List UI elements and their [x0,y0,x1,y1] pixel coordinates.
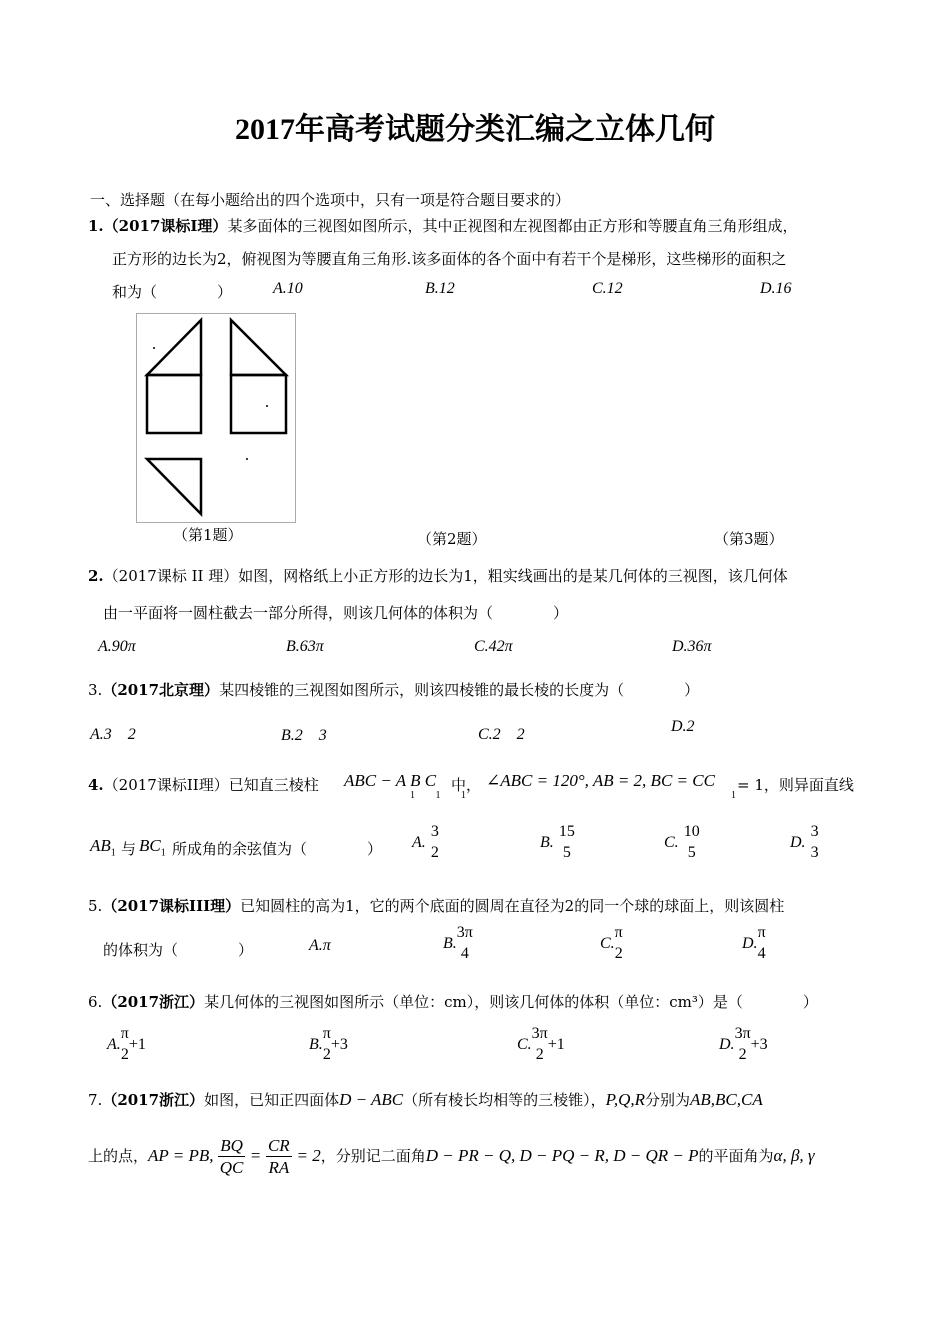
q6-option-a [107,1024,146,1065]
q4-with: 与 [121,840,137,858]
q4-condition: ∠ABC = 120°, AB = 2, BC = CC [486,771,715,790]
q1-option-a: A.10 [273,280,303,297]
numerator: 3π [531,1025,548,1042]
q6-option-c-label: C. [517,1036,532,1053]
q7-ap-pb: AP = PB, [148,1145,214,1165]
q2-option-b: B.63π [286,638,324,655]
q7-text-2b: ，分别记二面角 [320,1146,426,1165]
q7-edges: AB,BC,CA [690,1090,763,1109]
numerator: 3π [734,1025,751,1042]
q4-bc: BC [139,836,161,855]
q7-text-1b: （所有棱长均相等的三棱锥）， [403,1091,606,1109]
q7-equals: = [249,1145,262,1165]
question-4-line-1 [88,774,319,795]
question-3-line-1 [88,679,699,700]
caption-figure-2: （第2题） [417,530,487,548]
q7-text-2c: 的平面角为 [698,1146,774,1165]
q4-condition-subscript: 1 [731,790,736,801]
denominator: RA [268,1158,290,1178]
q3-source: （2017北京理） [102,681,220,699]
q6-option-b [309,1024,348,1065]
front-view-triangle [147,320,201,375]
page-title: 2017年高考试题分类汇编之立体几何 [235,113,715,146]
q1-option-c: C.12 [592,280,623,297]
denominator: 3 [810,844,819,861]
q3-option-c: C.2 2 [478,726,525,743]
q6-option-c [517,1024,565,1065]
q5-option-d [742,923,766,964]
question-7-line-2 [88,1135,815,1179]
denominator: 5 [687,844,696,861]
q5-option-b-label: B. [443,935,457,952]
q1-three-view-figure [136,313,296,523]
q4-ab: AB [90,836,111,855]
q2-option-d: D.36π [672,638,712,655]
question-5-line-2: 的体积为（ ） [103,941,254,959]
q6-option-b-label: B. [309,1036,323,1053]
q6-option-b-tail: +3 [330,1036,348,1053]
q6-option-c-tail: +1 [547,1036,565,1053]
denominator: QC [219,1158,244,1178]
question-5-line-1 [88,895,784,916]
q7-tetrahedron: D − ABC [339,1090,404,1109]
dot-mark [246,458,248,460]
q5-option-a: A.π [309,937,331,954]
q4-condition-end: = 1，则异面直线 [737,776,854,794]
q7-text-1a: 如图，已知正四面体 [204,1091,340,1109]
q6-option-b-fraction [323,1024,331,1065]
question-1-line-2: 正方形的边长为2，俯视图为等腰直角三角形.该多面体的各个面中有若干个是梯形，这些梯形的面积之 [112,250,787,268]
q6-number: 6. [88,993,103,1011]
caption-figure-3: （第3题） [714,530,784,548]
section-heading: 一、选择题（在每小题给出的四个选项中，只有一项是符合题目要求的） [90,191,571,209]
q4-option-d-label: D. [790,834,806,851]
q4-option-b-fraction [559,822,575,863]
q6-source: （2017浙江） [102,993,205,1011]
q4-option-d [790,822,819,863]
numerator: BQ [218,1135,245,1157]
q3-option-a: A.3 2 [90,726,136,743]
q2-number: 2. [88,567,104,585]
q1-number: 1. [88,217,104,235]
q6-option-d-fraction [735,1024,751,1065]
denominator: 2 [120,1046,129,1063]
numerator: 3 [810,823,819,840]
q2-source: （2017课标 II 理） [103,567,239,585]
q6-option-a-tail: +1 [128,1036,146,1053]
q6-option-d-tail: +3 [750,1036,768,1053]
q7-source: （2017浙江） [102,1091,205,1109]
q1-text-1: 某多面体的三视图如图所示，其中正视图和左视图都由正方形和等腰直角三角形组成， [227,217,798,235]
q6-option-c-fraction [532,1024,548,1065]
q3-option-d: D.2 [671,718,695,735]
q5-option-c-fraction [615,923,623,964]
side-view-triangle [231,320,286,375]
q4-line-2: 所成角的余弦值为（ ） [172,840,383,858]
dot-mark [153,347,155,349]
numerator: π [322,1025,331,1042]
q4-bc-sub: 1 [160,847,166,859]
question-1-line-1 [88,215,797,236]
q5-number: 5. [88,897,103,915]
numerator: 3π [456,924,473,941]
q7-equals-two: = 2 [296,1145,321,1165]
numerator: 10 [683,823,700,840]
denominator: 2 [430,844,439,861]
q1-option-d: D.16 [760,280,792,297]
q3-option-b: B.2 3 [281,727,327,744]
question-6-line-1 [88,991,818,1012]
numerator: π [120,1025,129,1042]
q4-option-c [664,822,700,863]
q6-option-a-fraction [121,1024,129,1065]
q4-prism-subscripts: 1 1 1 [410,790,475,801]
q4-option-b-label: B. [540,834,554,851]
question-2-line-1 [88,565,788,586]
q2-text-1: 如图，网格纸上小正方形的边长为1，粗实线画出的是某几何体的三视图，该几何体 [238,567,788,585]
caption-figure-1: （第1题） [173,526,243,544]
dot-mark [266,405,268,407]
q4-number: 4. [88,776,104,794]
numerator: 15 [558,823,575,840]
numerator: 3 [430,823,439,840]
q4-option-c-fraction [684,822,700,863]
side-view-square [231,375,286,433]
q6-text-1: 某几何体的三视图如图所示（单位：cm），则该几何体的体积（单位：cm³）是（ ） [204,993,818,1011]
denominator: 2 [614,945,623,962]
question-1-line-3: 和为（ ） [112,283,233,301]
q4-option-a [412,822,439,863]
top-view-triangle [147,459,201,514]
question-2-line-2: 由一平面将一圆柱截去一部分所得，则该几何体的体积为（ ） [103,604,569,622]
q6-option-d [719,1024,768,1065]
q4-option-c-label: C. [664,834,679,851]
q5-option-c-label: C. [600,935,615,952]
q4-option-d-fraction [811,822,819,863]
q6-option-d-label: D. [719,1036,735,1053]
q5-option-d-label: D. [742,935,758,952]
q4-option-b [540,822,575,863]
denominator: 5 [562,844,571,861]
q4-pre: 已知直三棱柱 [228,776,319,794]
q5-option-b [443,923,473,964]
q7-dihedral-angles: D − PR − Q, D − PQ − R, D − QR − P [425,1145,699,1165]
denominator: 2 [535,1046,544,1063]
q7-fraction-bq-qc [218,1135,245,1179]
q7-text-2a: 上的点， [88,1146,149,1165]
q5-option-d-fraction [758,923,766,964]
denominator: 2 [738,1046,747,1063]
numerator: CR [266,1135,292,1157]
q7-points: P,Q,R [605,1090,646,1109]
q7-number: 7. [88,1091,103,1109]
denominator: 4 [460,945,469,962]
q5-text-1: 已知圆柱的高为1，它的两个底面的圆周在直径为2的同一个球的球面上，则该圆柱 [240,897,785,915]
question-7-line-1 [88,1089,763,1110]
numerator: π [757,924,766,941]
q7-text-1c: 分别为 [645,1091,691,1109]
q4-option-a-fraction [431,822,439,863]
q4-ab1 [90,836,116,858]
q2-option-c: C.42π [474,638,513,655]
q6-option-a-label: A. [107,1036,121,1053]
front-view-square [147,375,201,433]
q2-option-a: A.90π [98,638,136,655]
denominator: 4 [757,945,766,962]
q4-bc1 [139,836,166,858]
q4-mid: 中， [451,776,482,794]
q7-greek-letters: α, β, γ [773,1145,815,1165]
q5-option-b-fraction [457,923,473,964]
q1-source: （2017课标I理） [103,217,228,235]
q3-text-1: 某四棱锥的三视图如图所示，则该四棱锥的最长棱的长度为（ ） [219,681,700,699]
three-view-drawing [137,314,295,522]
q4-ab-sub: 1 [110,847,116,859]
q5-source: （2017课标III理） [102,897,241,915]
numerator: π [614,924,623,941]
q3-number: 3. [88,681,103,699]
q1-option-b: B.12 [425,280,455,297]
q7-fraction-cr-ra [266,1135,292,1179]
q4-option-a-label: A. [412,834,426,851]
q4-prism-expression: ABC − A B C [344,771,437,790]
q5-option-c [600,923,623,964]
q4-source: （2017课标II理） [103,776,229,794]
denominator: 2 [322,1046,331,1063]
